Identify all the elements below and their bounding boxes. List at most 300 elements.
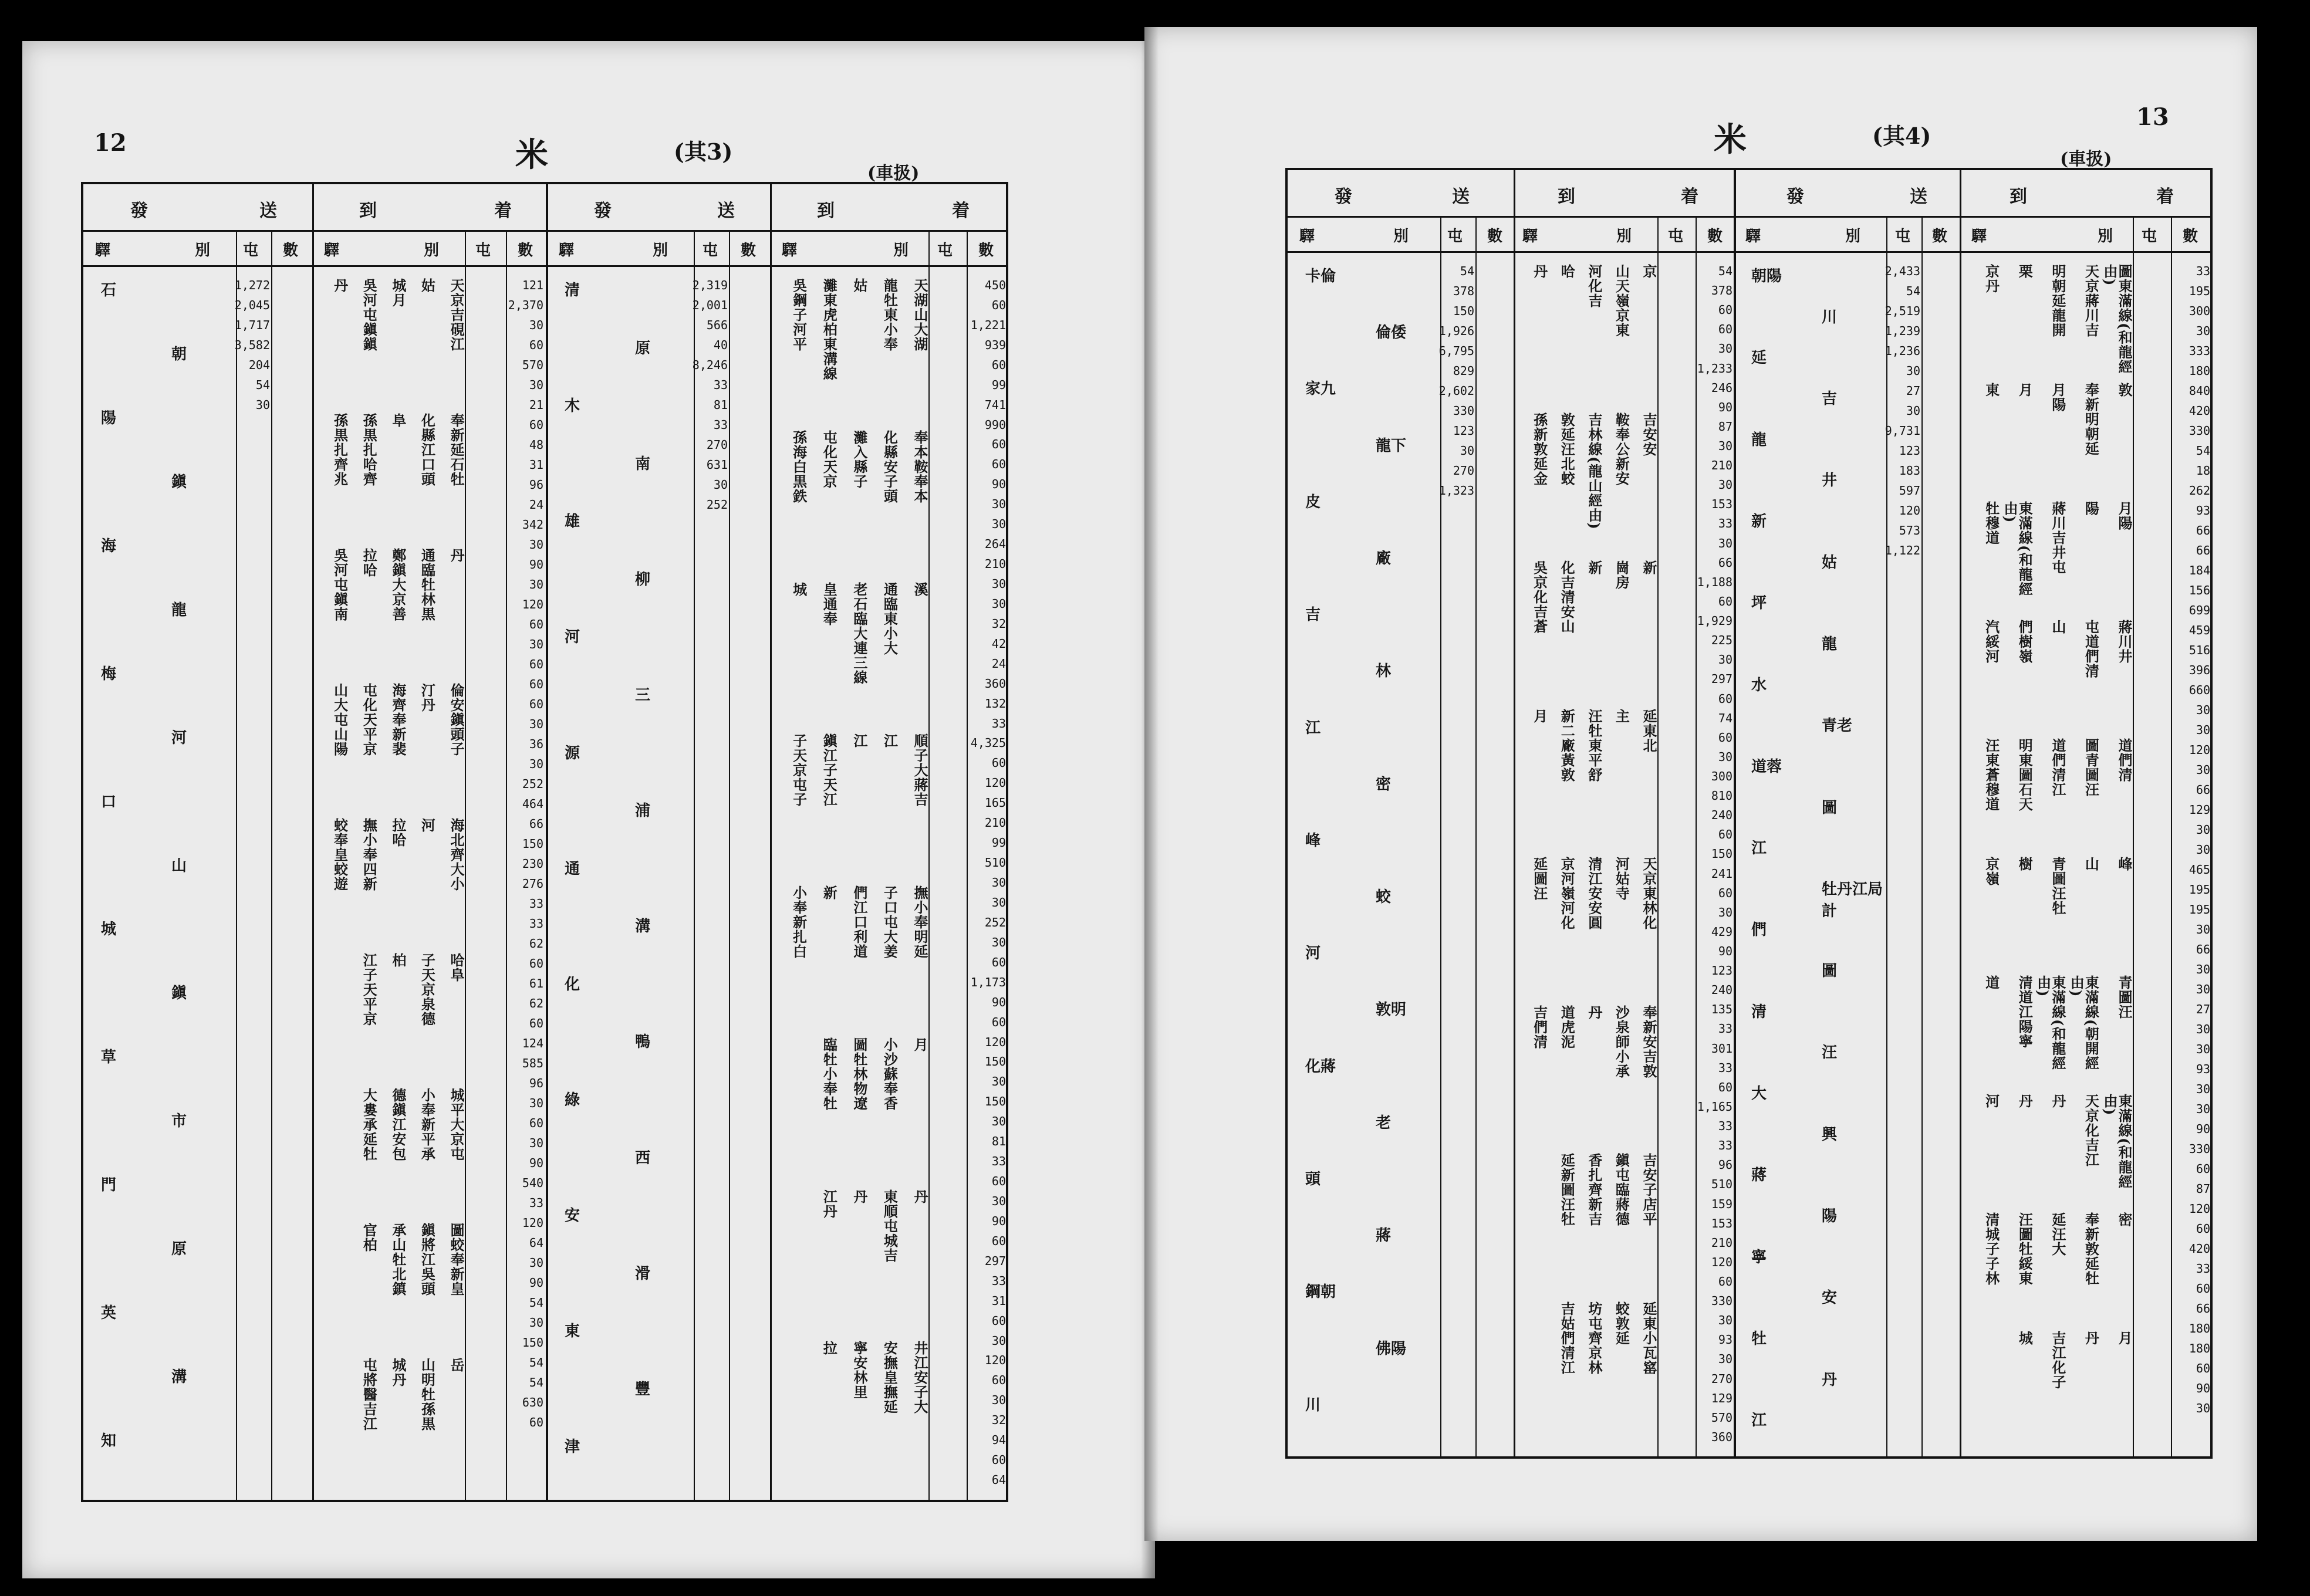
destination-station: 們樹嶺: [2016, 620, 2034, 664]
tonnage-value: 60: [1718, 691, 1732, 706]
destination-station: 城平大京屯: [448, 1088, 465, 1161]
tonnage-value: 33: [1718, 1060, 1732, 1075]
tonnage-value: 33: [529, 897, 543, 911]
destination-station: 倫安鎭頭子: [448, 683, 465, 756]
tonnage-value: 33: [991, 1154, 1006, 1169]
destination-station: 孫海白黒鉄: [790, 430, 808, 503]
origin-total: 573: [1899, 523, 1920, 537]
destination-column: [776, 278, 927, 1493]
tonnage-value: 60: [529, 338, 543, 352]
origin-total: 40: [713, 338, 728, 352]
subheader-by: 別: [1393, 228, 1409, 245]
subheader-count: 數: [518, 242, 533, 259]
tonnage-value: 30: [2196, 703, 2210, 717]
origin-total: 378: [1453, 284, 1474, 298]
origin-station: 姑: [1822, 553, 1838, 572]
destination-station: 柏: [389, 953, 407, 968]
destination-station: 岳: [448, 1358, 465, 1372]
origin-total: 27: [1906, 384, 1920, 398]
tonnage-value: 60: [991, 1313, 1006, 1328]
origin-station-column: [1299, 264, 1440, 1449]
tonnage-value: 21: [529, 398, 543, 412]
classification-label: (車扱): [867, 163, 920, 184]
header-arrival: 着: [2156, 187, 2174, 207]
tonnage-value: 54: [529, 1375, 543, 1389]
tonnage-value: 96: [529, 478, 543, 492]
tonnage-value: 30: [1718, 536, 1732, 550]
subheader-count: 數: [1932, 228, 1948, 245]
destination-station: 汀丹: [418, 683, 436, 712]
tonnage-column: [506, 278, 543, 1493]
destination-station: 屯將醫吉江: [360, 1358, 378, 1431]
tonnage-value: 90: [991, 995, 1006, 1009]
origin-station: 峰: [1305, 831, 1321, 850]
destination-station: 道: [1983, 975, 2000, 990]
destination-station: 月陽: [2049, 383, 2066, 412]
tonnage-value: 60: [991, 1453, 1006, 1467]
origin-station: 新: [1751, 512, 1767, 530]
destination-station: 奉新安吉敦: [1640, 1005, 1657, 1078]
origin-total: 2,519: [1885, 304, 1920, 318]
destination-station: 丹: [331, 278, 349, 293]
destination-station: 姑: [850, 278, 868, 293]
destination-station: 孫黒扎哈齊: [360, 413, 378, 486]
tonnage-value: 90: [529, 557, 543, 572]
tonnage-value: 33: [2196, 264, 2210, 278]
destination-station: 灘入縣子: [850, 430, 868, 489]
origin-total-column: [692, 278, 728, 1493]
origin-station: 口: [101, 793, 117, 811]
destination-station: 姑: [418, 278, 436, 293]
origin-station: 興: [1822, 1125, 1838, 1144]
origin-total: 330: [1453, 404, 1474, 418]
destination-station: 汽綏河: [1983, 620, 2000, 664]
destination-station: 河化吉: [1585, 264, 1603, 308]
destination-station: 延新圖汪牡: [1558, 1153, 1576, 1226]
destination-station: 圖東滿線(和龍經由): [2100, 264, 2133, 374]
tonnage-value: 64: [991, 1473, 1006, 1487]
destination-station: 月: [911, 1037, 928, 1052]
origin-total: 2,001: [692, 298, 728, 312]
destination-station: 新: [1585, 560, 1603, 575]
tonnage-value: 33: [991, 716, 1006, 731]
destination-station: 井江安子大: [911, 1341, 928, 1415]
tonnage-value: 252: [522, 777, 543, 791]
origin-station: 龍下: [1376, 437, 1407, 455]
tonnage-value: 60: [529, 677, 543, 691]
tonnage-value: 64: [529, 1236, 543, 1250]
tonnage-value: 459: [2189, 623, 2210, 637]
origin-station: 圖: [1822, 799, 1838, 817]
tonnage-value: 124: [522, 1036, 543, 1050]
origin-station: 英: [101, 1304, 117, 1323]
origin-station: 梅: [101, 665, 117, 683]
tonnage-value: 30: [2196, 962, 2210, 976]
destination-station: 京河嶺河化: [1558, 857, 1576, 930]
origin-total: 123: [1899, 444, 1920, 458]
tonnage-value: 33: [529, 917, 543, 931]
origin-station: 溝: [171, 1368, 187, 1387]
destination-station: 東滿線(和龍經由): [2100, 1094, 2133, 1189]
tonnage-value: 120: [2189, 1202, 2210, 1216]
tonnage-value: 330: [2189, 1142, 2210, 1156]
destination-station: 城丹: [389, 1358, 407, 1387]
tonnage-value: 660: [2189, 683, 2210, 697]
origin-station: 通: [565, 860, 580, 878]
tonnage-value: 2,370: [508, 298, 543, 312]
tonnage-value: 342: [522, 518, 543, 532]
destination-station: 陽: [2082, 501, 2100, 516]
destination-station: 鞍奉公新安: [1613, 412, 1630, 486]
destination-station: 東順屯城吉: [881, 1189, 899, 1263]
destination-station: 延圖汪: [1531, 857, 1548, 901]
origin-total: 1,239: [1885, 324, 1920, 338]
tonnage-value: 4,325: [970, 736, 1006, 750]
origin-station: 鎭: [171, 473, 187, 491]
origin-station: 江: [1751, 1412, 1767, 1430]
origin-station: 丹: [1822, 1371, 1838, 1389]
destination-station: 月: [1531, 708, 1548, 723]
destination-station: 丹: [2082, 1331, 2100, 1345]
page-title: 米: [515, 136, 552, 174]
destination-station: 汪牡東平舒: [1585, 708, 1603, 782]
origin-station: 柳: [635, 570, 651, 589]
destination-station: 丹: [2049, 1094, 2066, 1108]
tonnage-value: 540: [522, 1176, 543, 1190]
tonnage-value: 120: [984, 1034, 1006, 1049]
destination-station: 蔣川吉井屯: [2049, 501, 2066, 574]
origin-total: 6,795: [1438, 344, 1474, 358]
destination-station: 老石臨大連三線: [850, 581, 868, 685]
tonnage-value: 60: [1718, 827, 1732, 842]
tonnage-value: 450: [984, 278, 1006, 292]
destination-station: 孫黒扎齊兆: [331, 413, 349, 486]
origin-station: 們: [1751, 921, 1767, 939]
header-arrival: 着: [494, 201, 512, 221]
destination-station: 延汪大: [2049, 1212, 2066, 1256]
destination-station: 城月: [389, 278, 407, 307]
destination-station: 新二廠黃敦: [1558, 708, 1576, 782]
destination-station: 奉新延石牡: [448, 413, 465, 486]
destination-station: 青圖汪: [2116, 975, 2133, 1019]
subheader-ton: 屯: [703, 242, 718, 259]
header-dispatch: 發: [1786, 187, 1804, 207]
tonnage-value: 30: [991, 596, 1006, 611]
tonnage-value: 184: [2189, 563, 2210, 577]
origin-station: 石: [101, 282, 117, 299]
origin-station: 龍: [171, 601, 187, 619]
subheader-ton: 屯: [937, 242, 953, 259]
destination-station: 子口屯大姜: [881, 885, 899, 959]
tonnage-value: 33: [529, 1196, 543, 1210]
origin-station: 蔣: [1376, 1227, 1392, 1245]
tonnage-value: 32: [991, 1413, 1006, 1428]
tonnage-value: 129: [2189, 803, 2210, 817]
origin-station: 河: [1305, 945, 1321, 963]
tonnage-value: 1,188: [1697, 574, 1732, 589]
origin-station: 安: [565, 1207, 580, 1225]
tonnage-value: 30: [2196, 763, 2210, 777]
tonnage-value: 297: [984, 1253, 1006, 1268]
tonnage-value: 60: [529, 1016, 543, 1030]
destination-station: 撫小奉明延: [911, 885, 928, 959]
destination-station: 月陽: [2116, 501, 2133, 530]
origin-total: 2,045: [234, 298, 270, 312]
origin-total: 1,926: [1438, 324, 1474, 338]
destination-column: [1519, 264, 1656, 1449]
tonnage-value: 30: [991, 895, 1006, 909]
origin-station: 老: [1376, 1114, 1392, 1132]
destination-station: 鎭江子天江: [820, 733, 838, 807]
origin-total: 3,582: [234, 338, 270, 352]
origin-total: 30: [713, 478, 728, 492]
tonnage-value: 90: [991, 1213, 1006, 1228]
tonnage-value: 195: [2189, 284, 2210, 298]
tonnage-value: 60: [1718, 322, 1732, 337]
page-crease: [1144, 27, 1159, 1541]
origin-total: 120: [1899, 503, 1920, 518]
destination-station: 圖蛟奉新皇: [448, 1223, 465, 1296]
tonnage-value: 33: [1718, 1119, 1732, 1134]
tonnage-value: 123: [1711, 963, 1732, 978]
tonnage-value: 150: [984, 1054, 1006, 1069]
tonnage-value: 60: [991, 357, 1006, 372]
tonnage-value: 30: [1718, 341, 1732, 356]
origin-station: 吉: [1822, 390, 1838, 408]
header-arrival: 着: [952, 201, 970, 221]
tonnage-value: 60: [1718, 1274, 1732, 1289]
origin-total: 204: [248, 358, 270, 372]
destination-station: 蛟敦延: [1613, 1301, 1630, 1345]
origin-station: 原: [635, 339, 651, 357]
origin-total: 1,717: [234, 318, 270, 332]
origin-station: 林: [1376, 662, 1392, 681]
tonnage-value: 60: [529, 697, 543, 711]
destination-station: 天京東林化: [1640, 857, 1657, 930]
tonnage-value: 300: [2189, 304, 2210, 318]
tonnage-value: 99: [991, 836, 1006, 850]
tonnage-value: 30: [1718, 478, 1732, 492]
origin-station: 原: [171, 1240, 187, 1259]
origin-station: 鋼朝: [1305, 1283, 1336, 1301]
tonnage-value: 1,221: [970, 317, 1006, 332]
tonnage-value: 30: [529, 537, 543, 552]
destination-station: 丹: [850, 1189, 868, 1204]
tonnage-value: 30: [2196, 723, 2210, 737]
tonnage-value: 60: [2196, 1281, 2210, 1296]
destination-station: 京: [1640, 264, 1657, 279]
tonnage-value: 30: [529, 717, 543, 731]
origin-total: 631: [706, 458, 728, 472]
tonnage-column: [2173, 264, 2210, 1449]
origin-station: 河: [171, 729, 187, 747]
destination-station: 月: [2116, 1331, 2133, 1345]
origin-station: 鎭: [171, 985, 187, 1003]
destination-station: 丹: [1531, 264, 1548, 279]
origin-station: 三: [635, 687, 651, 704]
destination-station: 吉安子店平: [1640, 1153, 1657, 1226]
destination-station: 化吉清安山: [1558, 560, 1576, 634]
destination-station: 東: [1983, 383, 2000, 397]
tonnage-value: 429: [1711, 924, 1732, 939]
origin-station: 河: [565, 628, 580, 647]
classification-label: (車扱): [2060, 149, 2112, 170]
origin-total: 81: [713, 398, 728, 412]
tonnage-value: 66: [529, 817, 543, 831]
tonnage-value: 60: [1718, 730, 1732, 745]
freight-table-right: [1285, 168, 2213, 1459]
tonnage-value: 165: [984, 796, 1006, 810]
tonnage-value: 36: [529, 737, 543, 751]
tonnage-value: 30: [2196, 1082, 2210, 1096]
tonnage-value: 570: [522, 358, 543, 372]
origin-station: 草: [101, 1049, 117, 1067]
origin-total: 829: [1453, 364, 1474, 378]
destination-station: 清江安安圓: [1585, 857, 1603, 930]
destination-station: 香扎齊新吉: [1585, 1153, 1603, 1226]
tonnage-value: 81: [991, 1134, 1006, 1149]
origin-station: 陽: [101, 409, 117, 427]
subheader-count: 數: [283, 242, 299, 259]
tonnage-value: 150: [522, 837, 543, 851]
destination-station: 丹: [1585, 1005, 1603, 1020]
origin-station: 家九: [1305, 380, 1336, 398]
subheader-ton: 屯: [1668, 228, 1684, 245]
tonnage-value: 30: [991, 1393, 1006, 1408]
subheader-station: 驛: [95, 242, 111, 259]
origin-station: 朝陽: [1751, 268, 1782, 285]
destination-station: 們江口利道: [850, 885, 868, 959]
origin-station: 吉: [1305, 606, 1321, 624]
destination-station: 承山牡北鎮: [389, 1223, 407, 1296]
tonnage-value: 90: [2196, 1122, 2210, 1136]
tonnage-value: 62: [529, 936, 543, 951]
tonnage-value: 30: [2196, 1042, 2210, 1056]
tonnage-value: 159: [1711, 1196, 1732, 1211]
tonnage-value: 180: [2189, 364, 2210, 378]
destination-station: 哈阜: [448, 953, 465, 982]
origin-total: 183: [1899, 464, 1920, 478]
subheader-ton: 屯: [243, 242, 259, 259]
origin-station: 江: [1751, 840, 1767, 858]
destination-station: 丹: [911, 1189, 928, 1204]
destination-station: 山大屯山陽: [331, 683, 349, 756]
origin-total: 30: [1460, 444, 1474, 458]
destination-station: 拉: [820, 1341, 838, 1356]
tonnage-value: 30: [991, 1193, 1006, 1208]
destination-station: 天湖山大湖: [911, 278, 928, 351]
origin-total: 33: [713, 378, 728, 392]
subheader-ton: 屯: [1447, 228, 1463, 245]
tonnage-value: 30: [529, 637, 543, 651]
origin-station-column: [95, 278, 236, 1493]
origin-station: 清: [565, 282, 580, 299]
tonnage-value: 150: [984, 1094, 1006, 1109]
subheader-by: 別: [1616, 228, 1632, 245]
origin-station: 寧: [1751, 1248, 1767, 1266]
destination-station: 溪: [911, 581, 928, 597]
destination-station: 明東圖石天: [2016, 738, 2034, 811]
tonnage-value: 60: [529, 617, 543, 631]
tonnage-value: 300: [1711, 769, 1732, 783]
page-subtitle: (其4): [1872, 123, 1931, 149]
tonnage-value: 30: [529, 1136, 543, 1150]
origin-total: 2,433: [1885, 264, 1920, 278]
origin-station: 倫倭: [1376, 324, 1407, 342]
tonnage-value: 132: [984, 696, 1006, 711]
origin-station: 浦: [635, 802, 651, 820]
origin-total: 54: [255, 378, 270, 392]
origin-total: 1,122: [1885, 543, 1920, 557]
origin-station: 蔣: [1751, 1166, 1767, 1185]
destination-station: 海北齊大小: [448, 818, 465, 891]
tonnage-value: 93: [2196, 503, 2210, 518]
destination-station: 海齊奉新裴: [389, 683, 407, 756]
tonnage-value: 30: [2196, 922, 2210, 936]
origin-station: 城: [101, 921, 117, 939]
origin-station: 龍: [1822, 635, 1838, 653]
destination-station: 月: [2016, 383, 2034, 397]
destination-station: 牡穆道: [1983, 501, 2000, 545]
tonnage-value: 31: [991, 1293, 1006, 1308]
destination-station: 吉姑們清江: [1558, 1301, 1576, 1375]
tonnage-value: 90: [1718, 944, 1732, 959]
header-dispatch: 發: [1335, 187, 1352, 207]
origin-total: 30: [1906, 364, 1920, 378]
destination-station: 丹: [448, 548, 465, 563]
tonnage-value: 120: [2189, 743, 2210, 757]
destination-station: 密: [2116, 1212, 2133, 1227]
tonnage-value: 30: [1718, 652, 1732, 667]
header-dispatch: 送: [1910, 187, 1927, 207]
destination-station: 明朝延龍開: [2049, 264, 2066, 337]
origin-station: 密: [1376, 775, 1392, 793]
subheader-station: 驛: [559, 242, 575, 259]
tonnage-value: 54: [529, 1296, 543, 1310]
subheader-ton: 屯: [475, 242, 491, 259]
tonnage-value: 30: [2196, 1102, 2210, 1116]
origin-station: 滑: [635, 1264, 651, 1283]
tonnage-value: 252: [984, 915, 1006, 929]
subheader-by: 別: [1845, 228, 1861, 245]
origin-total: 1,323: [1438, 483, 1474, 498]
tonnage-value: 240: [1711, 808, 1732, 823]
subheader-by: 別: [2098, 228, 2113, 245]
tonnage-value: 378: [1711, 283, 1732, 298]
subheader-by: 別: [893, 242, 909, 259]
tonnage-value: 699: [2189, 603, 2210, 617]
tonnage-value: 195: [2189, 902, 2210, 917]
origin-station: 佛陽: [1376, 1340, 1407, 1358]
tonnage-value: 120: [1711, 1255, 1732, 1269]
tonnage-value: 60: [1718, 303, 1732, 317]
left-page: [22, 41, 1155, 1578]
origin-total: 270: [1453, 464, 1474, 478]
destination-station: 東滿線(和龍經由): [2001, 501, 2034, 597]
tonnage-value: 66: [1718, 555, 1732, 570]
destination-station: 奉新明朝延: [2082, 383, 2100, 456]
destination-station: 吉們清: [1531, 1005, 1548, 1049]
tonnage-value: 24: [991, 656, 1006, 671]
page-number: 13: [2136, 103, 2169, 131]
destination-station: 丹: [2016, 1094, 2034, 1108]
tonnage-value: 66: [2196, 523, 2210, 537]
destination-station: 京丹: [1983, 264, 2000, 293]
origin-station: 綠: [565, 1091, 580, 1109]
origin-total: 30: [255, 398, 270, 412]
destination-station: 河姑寺: [1613, 857, 1630, 901]
tonnage-value: 60: [529, 956, 543, 971]
